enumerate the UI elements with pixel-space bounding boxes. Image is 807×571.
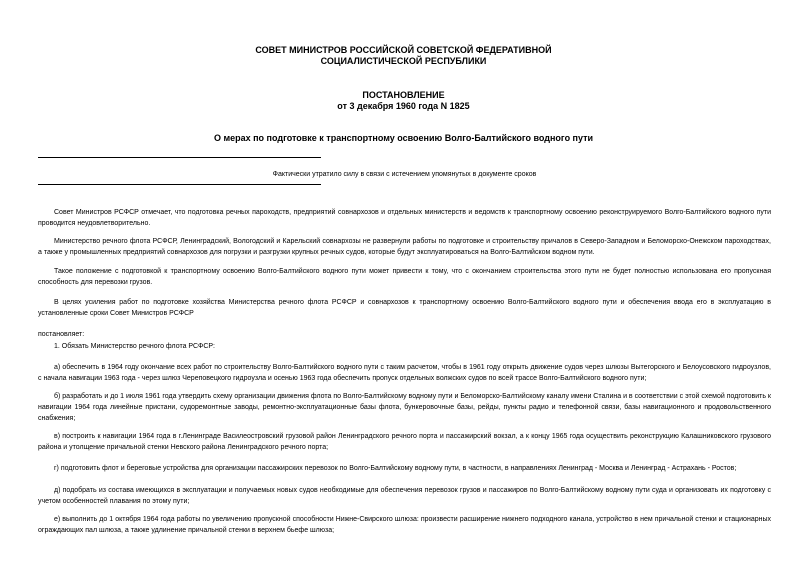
paragraph: В целях усиления работ по подготовке хозяйства Министерства речного флота РСФСР и совнархозов к транспортному освоению Волго-Балтийского водного пути и обеспечения ввода его в эксплуатацию в установленные сроки Совет Министров РСФСР (38, 299, 771, 317)
subclause-b: б) разработать и до 1 июля 1961 года утвердить схему организации движения флота по Волго-Балтийскому водному пути и Беломорско-Балтийскому каналу имени Сталина и в соответствии с этой схемой подготовить к навигации 1964 года линейные пристани, судоремонтные заводы, ремонтно-эксплуатационные базы флота, бункеровочные базы, рейды, пункты радио и телефонной связи, базы навигационного и продовольственного снабжения; (38, 393, 771, 422)
paragraph: Совет Министров РСФСР отмечает, что подготовка речных пароходств, предприятий совнархозов и отдельных министерств и ведомств к транспортному освоению реконструируемого Волго-Балтийского водного пути проводится неудовлетворительно. (38, 209, 771, 227)
paragraph: Министерство речного флота РСФСР, Ленинградский, Вологодский и Карельский совнархозы не развернули работы по подготовке и строительству причалов в Северо-Западном и Беломорско-Онежском пароходствах, а также у промышленных предприятий совнархозов для погрузки и разгрузки крупных речных судов, которые будут эксплуатироваться на Волго-Балтийском водном пути. (38, 238, 771, 256)
paragraph-resolves: постановляет: (38, 331, 85, 338)
divider (38, 157, 321, 158)
subclause-e: д) подобрать из состава имеющихся в эксплуатации и получаемых новых судов необходимые для обеспечения перевозок грузов и пассажиров по Волго-Балтийскому водному пути суда и организовать их подготовку с учетом особенностей плавания по этому пути; (38, 487, 771, 505)
paragraph: Такое положение с подготовкой к транспортному освоению Волго-Балтийского водного пути может привести к тому, что с окончанием строительства этого пути не будет полностью использована его пропускная способность для перевозки грузов. (38, 268, 771, 286)
paragraph-clause-1: 1. Обязать Министерство речного флота РСФСР: (54, 343, 215, 350)
document-type: ПОСТАНОВЛЕНИЕ (362, 90, 445, 100)
subclause-d: г) подготовить флот и береговые устройства для организации пассажирских перевозок по Волго-Балтийскому водному пути, в частности, в направлениях Ленинград - Москва и Ленинград - Астрахань - Ростов; (54, 465, 737, 472)
divider (38, 184, 321, 185)
issuing-authority-line2: СОЦИАЛИСТИЧЕСКОЙ РЕСПУБЛИКИ (320, 56, 487, 66)
subclause-c: в) построить к навигации 1964 года в г.Ленинграде Василеостровский грузовой район Ленинградского речного порта и пассажирский вокзал, а к концу 1965 года осуществить реконструкцию Калашниковского грузового района и утолщение причальной стенки Невского района Ленинградского речного порта; (38, 433, 771, 451)
document-subject: О мерах по подготовке к транспортному освоению Волго-Балтийского водного пути (213, 133, 594, 143)
document-date-number: от 3 декабря 1960 года N 1825 (337, 101, 470, 111)
subclause-a: а) обеспечить в 1964 году окончание всех работ по строительству Волго-Балтийского водного пути с таким расчетом, чтобы в 1961 году открыть движение судов через шлюзы Вытегорского и Белоусовского гидроузлов, с начала навигации 1963 года - через шлюз Череповецкого гидроузла и осенью 1963 года обеспечить пропуск отдельных волжских судов по всей трассе Волго-Балтийского водного пути; (38, 364, 771, 382)
status-note: Фактически утратило силу в связи с истечением упомянутых в документе сроков (272, 171, 537, 178)
issuing-authority-line1: СОВЕТ МИНИСТРОВ РОССИЙСКОЙ СОВЕТСКОЙ ФЕДЕРАТИВНОЙ (255, 45, 552, 55)
subclause-f: е) выполнить до 1 октября 1964 года работы по увеличению пропускной способности Нижне-Свирского шлюза: произвести расширение нижнего подходного канала, устройство в нем причальной стенки и стационарных ограждающих пал шлюза, а также удлинение причальной стенки в верхнем бьефе шлюза; (38, 516, 771, 534)
issuing-authority (0, 45, 807, 67)
